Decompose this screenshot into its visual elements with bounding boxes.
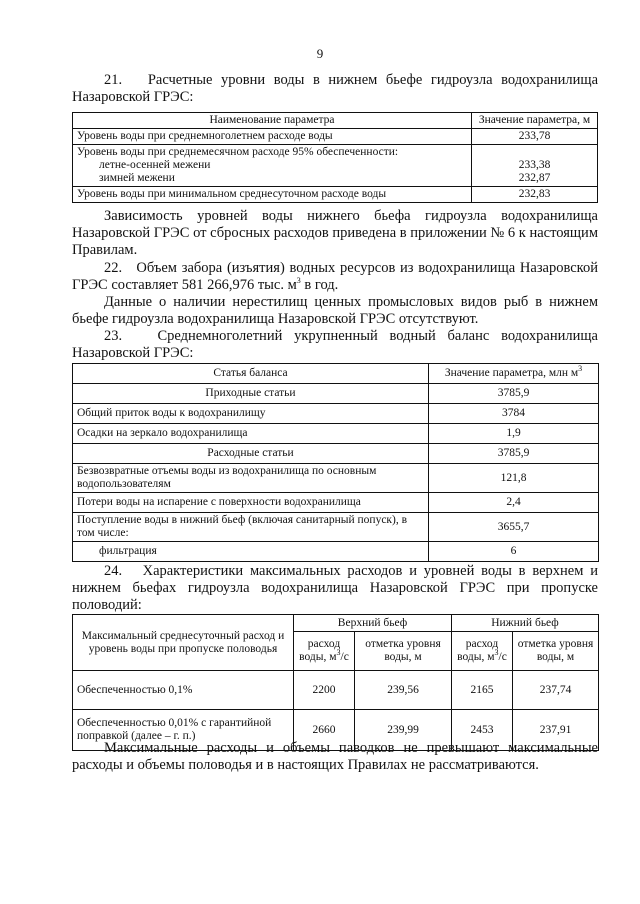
subheader-upper-flow [294, 632, 355, 671]
row-name: Общий приток воды к водохранилищу [73, 404, 429, 424]
row-value: 232,83 [472, 187, 598, 203]
paragraph-final-text: Максимальные расходы и объемы паводков не превышают максимальные расходы и объемы половодья и в настоящих Правилах не рассматриваются. [72, 740, 598, 773]
header-item: Статья баланса [73, 364, 429, 384]
row-name: Осадки на зеркало водохранилища [73, 424, 429, 444]
section-23-number: 23. [104, 328, 123, 344]
table-row [73, 513, 599, 542]
row-name-main: Уровень воды при среднемесячном расходе 95% обеспеченности: [77, 146, 399, 158]
section-22-text: Объем забора (изъятия) водных ресурсов из водохранилища Назаровской ГРЭС составляет 581 266,976 тыс. м [72, 260, 599, 293]
row-upper-level: 239,56 [355, 671, 452, 710]
subheader-lower-flow-sup: 3 [494, 648, 499, 658]
table-row [73, 444, 599, 464]
paragraph-spawning [72, 294, 598, 328]
paragraph-dependency-text: Зависимость уровней воды нижнего бьефа гидроузла водохранилища Назаровской ГРЭС от сбросных расходов приведена в приложении № 6 к настоящим Правилам. [72, 208, 598, 258]
section-21-number: 21. [104, 72, 123, 88]
table-row [73, 424, 599, 444]
row-lower-level: 237,74 [513, 671, 599, 710]
subheader-upper-flow-sup: 3 [336, 648, 341, 658]
flood-characteristics-table [72, 614, 599, 751]
row-name: Уровень воды при минимальном среднесуточном расходе воды [73, 187, 472, 203]
subheader-lower-level: отметка уровня воды, м [513, 632, 599, 671]
row-upper-flow: 2200 [294, 671, 355, 710]
row-value: 3785,9 [429, 384, 599, 404]
row-name-sub: зимней межени [99, 172, 175, 184]
table-row [73, 129, 598, 145]
section-23-heading [72, 328, 598, 362]
table-header-row [73, 615, 599, 632]
section-24-heading [72, 563, 598, 614]
row-value: 3784 [429, 404, 599, 424]
row-name: Безвозвратные отъемы воды из водохранилища по основным водопользователям [73, 464, 429, 493]
row-value: 6 [429, 542, 599, 562]
paragraph-dependency [72, 208, 598, 259]
row-name: Обеспеченностью 0,01% с гарантийной поправкой (далее – г. п.) [73, 710, 294, 751]
subheader-lower-flow [452, 632, 513, 671]
header-lower-pool: Нижний бьеф [452, 615, 599, 632]
row-value-sub: 232,87 [518, 172, 551, 184]
row-name: Приходные статьи [73, 384, 429, 404]
header-value: Значение параметра, м [472, 113, 598, 129]
row-value [472, 145, 598, 187]
header-param: Наименование параметра [73, 113, 472, 129]
row-value: 233,78 [472, 129, 598, 145]
table-header-row [73, 113, 598, 129]
section-22 [72, 260, 598, 294]
page-number: 9 [316, 46, 324, 61]
table-row [73, 145, 598, 187]
section-21-text: Расчетные уровни воды в нижнем бьефе гидроузла водохранилища Назаровской ГРЭС: [72, 72, 599, 105]
row-value: 3655,7 [429, 513, 599, 542]
row-upper-flow: 2660 [294, 710, 355, 751]
subheader-upper-level: отметка уровня воды, м [355, 632, 452, 671]
section-24-text: Характеристики максимальных расходов и уровней воды в верхнем и нижнем бьефах гидроузла водохранилища Назаровской ГРЭС при пропуске половодий: [72, 563, 598, 613]
table-row [73, 404, 599, 424]
table-header-row [73, 364, 599, 384]
paragraph-spawning-text: Данные о наличии нерестилищ ценных промысловых видов рыб в нижнем бьефе гидроузла водохранилища Назаровской ГРЭС отсутствуют. [72, 294, 598, 327]
row-value: 1,9 [429, 424, 599, 444]
subheader-upper-flow-text: расход воды, м [299, 638, 341, 663]
row-value: 3785,9 [429, 444, 599, 464]
section-22-number: 22. [104, 260, 123, 276]
row-lower-level: 237,91 [513, 710, 599, 751]
row-lower-flow: 2165 [452, 671, 513, 710]
table-row [73, 464, 599, 493]
header-value-sup: 3 [578, 364, 583, 374]
subheader-upper-flow-tail: /с [340, 651, 349, 663]
row-name: Обеспеченностью 0,1% [73, 671, 294, 710]
header-description: Максимальный среднесуточный расход и уровень воды при пропуске половодья [73, 615, 294, 671]
header-value [429, 364, 599, 384]
header-value-text: Значение параметра, млн м [444, 367, 579, 379]
row-value-sub: 233,38 [518, 159, 551, 171]
section-21-heading [72, 72, 598, 106]
row-upper-level: 239,99 [355, 710, 452, 751]
header-upper-pool: Верхний бьеф [294, 615, 452, 632]
row-value: 121,8 [429, 464, 599, 493]
row-value: 2,4 [429, 493, 599, 513]
table-row [73, 542, 599, 562]
row-lower-flow: 2453 [452, 710, 513, 751]
section-24-number: 24. [104, 563, 123, 579]
row-name: Расходные статьи [73, 444, 429, 464]
table-row [73, 493, 599, 513]
table-row [73, 187, 598, 203]
section-22-sup: 3 [296, 276, 301, 286]
subheader-lower-flow-tail: /с [498, 651, 507, 663]
row-name: фильтрация [73, 542, 429, 562]
row-name: Потери воды на испарение с поверхности водохранилища [73, 493, 429, 513]
table-row [73, 384, 599, 404]
row-name [73, 145, 472, 187]
water-levels-table [72, 112, 598, 203]
water-balance-table [72, 363, 599, 562]
section-22-tail: в год. [300, 277, 339, 293]
subheader-lower-flow-text: расход воды, м [457, 638, 499, 663]
paragraph-final [72, 740, 598, 774]
row-name: Поступление воды в нижний бьеф (включая санитарный попуск), в том числе: [73, 513, 429, 542]
section-23-text: Среднемноголетний укрупненный водный баланс водохранилища Назаровской ГРЭС: [72, 328, 598, 361]
table-row [73, 671, 599, 710]
row-name: Уровень воды при среднемноголетнем расходе воды [73, 129, 472, 145]
row-name-sub: летне-осенней межени [99, 159, 211, 171]
